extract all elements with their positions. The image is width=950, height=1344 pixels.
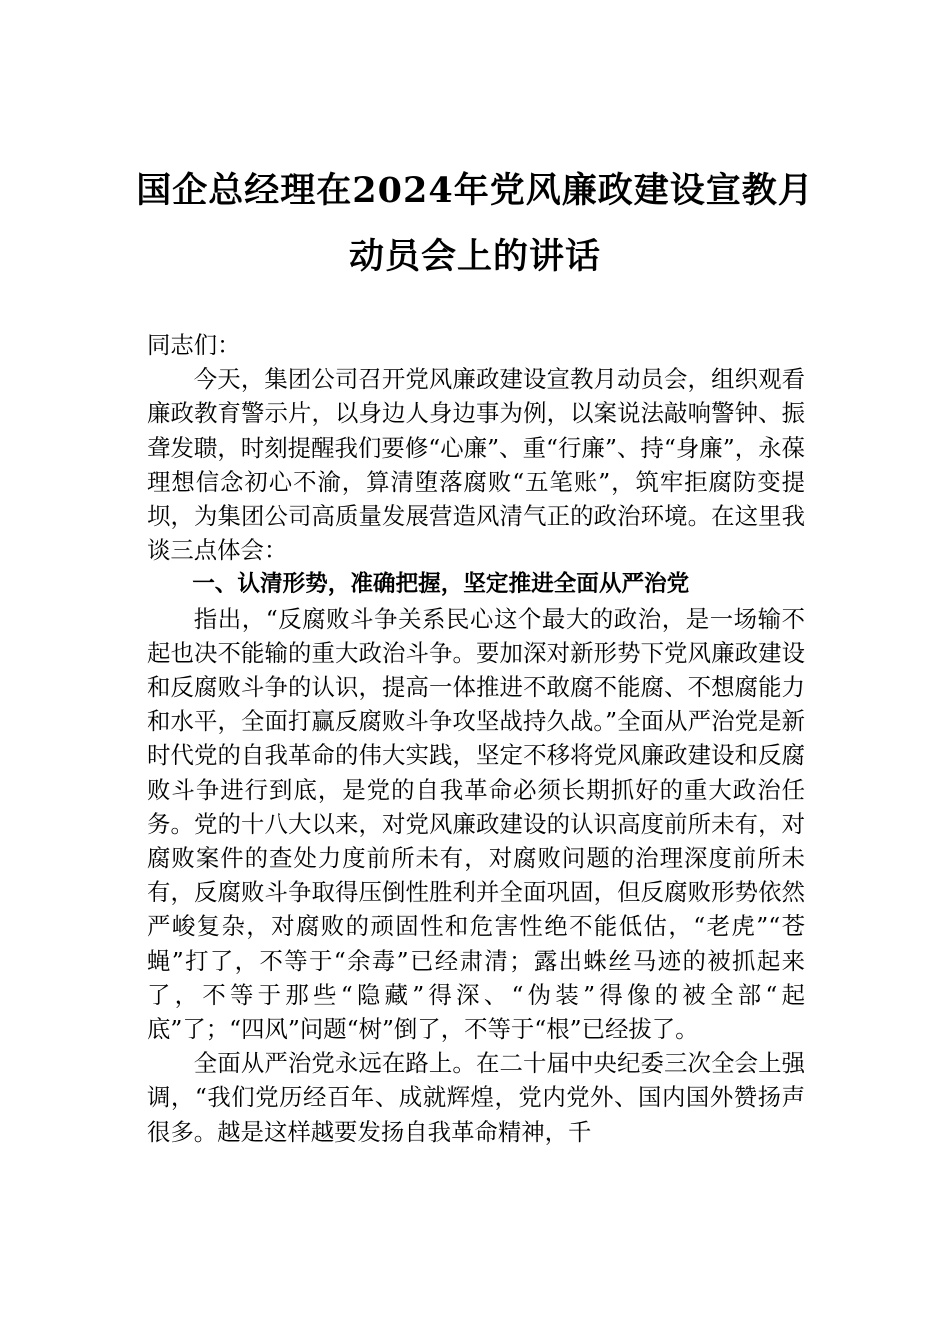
paragraph-2: 全面从严治党永远在路上。在二十届中央纪委三次全会上强调，“我们党历经百年、成就辉煌，党内党外、国内国外赞扬声很多。越是这样越要发扬自我革命精神，千 (147, 1049, 805, 1146)
document-body (147, 328, 805, 1149)
paragraph-intro: 今天，集团公司召开党风廉政建设宣教月动员会，组织观看廉政教育警示片，以身边人身边事为例，以案说法敲响警钟、振聋发聩，时刻提醒我们要修“心廉”、重“行廉”、持“身廉”，永葆理想信念初心不渝，算清堕落腐败“五笔账”，筑牢拒腐防变提坝，为集团公司高质量发展营造风清气正的政治环境。在这里我谈三点体会： (147, 365, 805, 565)
title-line-2: 动员会上的讲话 (348, 236, 601, 277)
section-heading-1: 一、认清形势，准确把握，坚定推进全面从严治党 (192, 571, 690, 598)
title-line-1: 国企总经理在2024年党风廉政建设宣教月 (136, 170, 814, 211)
salutation: 同志们： (147, 331, 241, 359)
paragraph-1: 指出，“反腐败斗争关系民心这个最大的政治，是一场输不起也决不能输的重大政治斗争。要加深对新形势下党风廉政建设和反腐败斗争的认识，提高一体推进不敢腐不能腐、不想腐能力和水平，全面打赢反腐败斗争攻坚战持久战。”全面从严治党是新时代党的自我革命的伟大实践，坚定不移将党风廉政建设和反腐败斗争进行到底，是党的自我革命必须长期抓好的重大政治任务。党的十八大以来，对党风廉政建设的认识高度前所未有，对腐败案件的查处力度前所未有，对腐败问题的治理深度前所未有，反腐败斗争取得压倒性胜利并全面巩固，但反腐败形势依然严峻复杂，对腐败的顽固性和危害性绝不能低估，“老虎”“苍蝇”打了，不等于“余毒”已经肃清；露出蛛丝马迹的被抓起来了，不等于那些“隐藏”得深、“伪装”得像的被全部“起底”了；“四风”问题“树”倒了，不等于“根”已经拔了。 (147, 604, 805, 1044)
document-title (100, 158, 850, 290)
